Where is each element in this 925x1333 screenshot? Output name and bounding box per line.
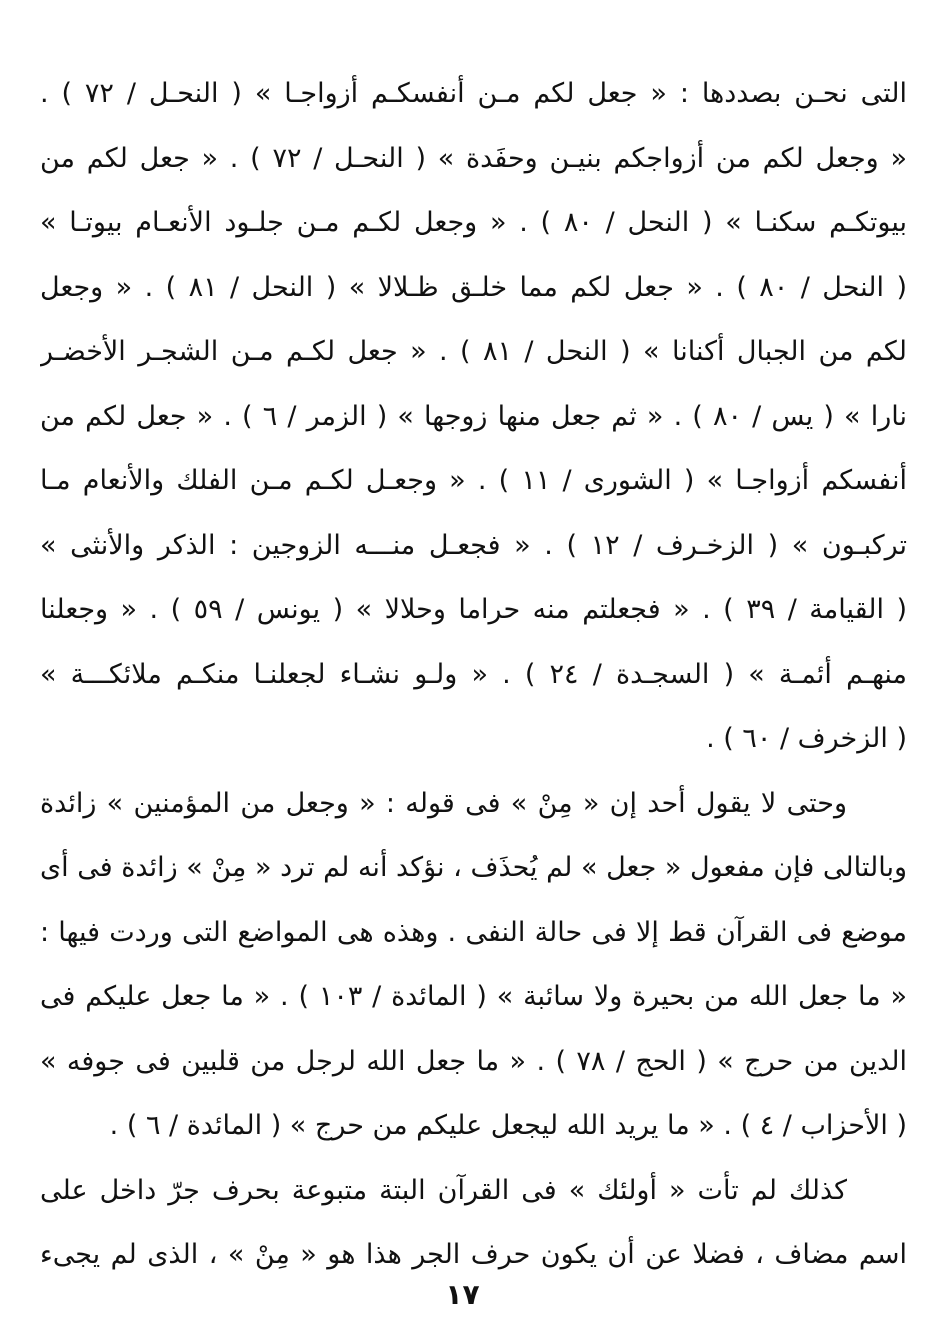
text-line-9: ( القيامة / ٣٩ ) . « فجعلتم منه حراما وحلالا » ( يونس / ٥٩ ) . « وجعلنا: [40, 594, 907, 625]
text-line-4: ( النحل / ٨٠ ) . « جعل لكم مما خلـق ظـلالا » ( النحل / ٨١ ) . « وجعل: [40, 271, 907, 303]
text-line-12: وحتى لا يقول أحد إن « مِنْ » فى قوله : « وجعل من المؤمنين » زائدة: [40, 787, 847, 819]
body-text: [40, 62, 907, 1288]
text-line-17: ( الأحزاب / ٤ ) . « ما يريد الله ليجعل عليكم من حرج » ( المائدة / ٦ ) .: [109, 1110, 907, 1141]
text-line-2: « وجعل لكم من أزواجكم بنيـن وحفَدة » ( النحـل / ٧٢ ) . « جعل لكم من: [40, 142, 907, 174]
text-line-5: لكم من الجبال أكنانا » ( النحل / ٨١ ) . « جعل لكـم مـن الشجـر الأخضـر: [40, 336, 907, 367]
text-line-13: وبالتالى فإن مفعول « جعل » لم يُحذَف ، نؤكد أنه لم ترد « مِنْ » زائدة فى أى: [40, 852, 907, 883]
text-line-10: منهـم أئمـة » ( السجـدة / ٢٤ ) . « ولـو نشـاء لجعلنـا منكـم ملائكـــة »: [40, 658, 907, 690]
text-line-15: « ما جعل الله من بحيرة ولا سائبة » ( المائدة / ١٠٣ ) . « ما جعل عليكم فى: [40, 981, 907, 1012]
text-line-19: اسم مضاف ، فضلا عن أن يكون حرف الجر هذا هو « مِنْ » ، الذى لم يجىء: [40, 1239, 907, 1270]
text-line-18: كذلك لم تأت « أولئك » فى القرآن البتة متبوعة بحرف جرّ داخل على: [40, 1174, 847, 1206]
text-line-3: بيوتكـم سكنـا » ( النحل / ٨٠ ) . « وجعل لكـم مـن جلـود الأنعـام بيوتـا »: [40, 207, 907, 238]
text-line-6: نارا » ( يس / ٨٠ ) . « ثم جعل منها زوجها » ( الزمر / ٦ ) . « جعل لكم من: [40, 400, 907, 432]
page-number: ١٧: [445, 1278, 480, 1311]
text-line-1: التى نحـن بصددها : « جعل لكم مـن أنفسكـم أزواجـا » ( النحـل / ٧٢ ) .: [40, 78, 907, 109]
text-line-8: تركبـون » ( الزخـرف / ١٢ ) . « فجعـل منـــه الزوجين : الذكر والأنثى »: [40, 529, 907, 561]
text-line-11: ( الزخرف / ٦٠ ) .: [706, 723, 907, 754]
text-line-14: موضع فى القرآن قط إلا فى حالة النفى . وهذه هى المواضع التى وردت فيها :: [40, 916, 907, 948]
text-line-16: الدين من حرج » ( الحج / ٧٨ ) . « ما جعل الله لرجل من قلبين فى جوفه »: [40, 1045, 907, 1077]
text-line-7: أنفسكم أزواجـا » ( الشورى / ١١ ) . « وجعـل لكـم مـن الفلك والأنعام مـا: [40, 465, 907, 496]
